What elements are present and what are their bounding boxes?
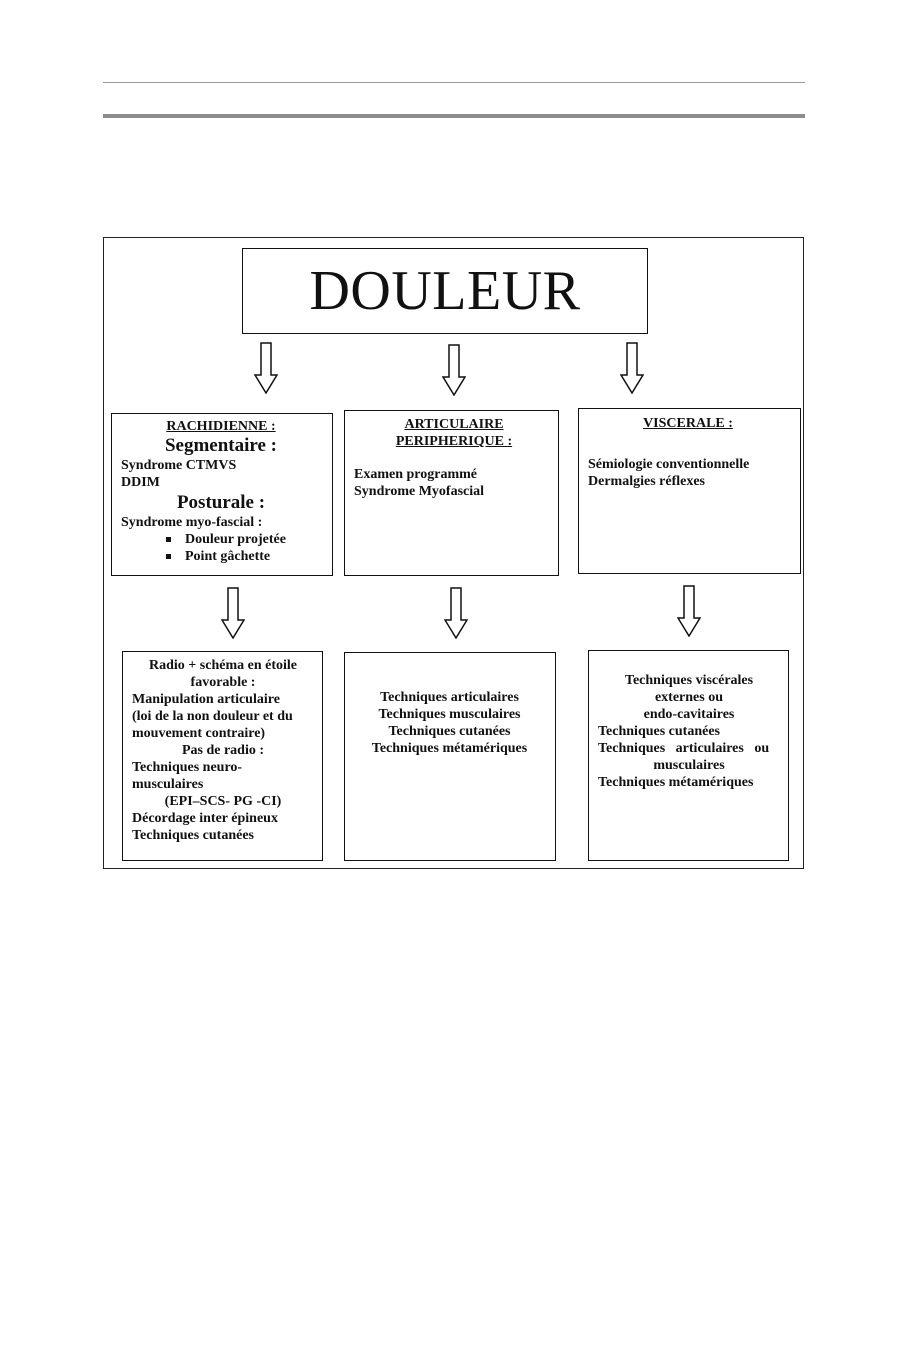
rachidienne-treatment-box bbox=[122, 651, 323, 861]
pain-diagram bbox=[103, 237, 804, 869]
viscerale-treatment-box bbox=[588, 650, 789, 861]
viscerale-box bbox=[578, 408, 801, 574]
radio-heading: favorable : bbox=[190, 675, 256, 690]
articulaire-item: Examen programmé bbox=[354, 467, 477, 482]
treatment-item: Décordage inter épineux bbox=[132, 811, 278, 826]
treatment-item: (loi de la non douleur et du bbox=[132, 709, 293, 724]
viscerale-heading: VISCERALE : bbox=[643, 416, 733, 431]
articulaire-heading: PERIPHERIQUE : bbox=[395, 434, 513, 449]
header-rule-thick bbox=[103, 114, 805, 118]
arrow-down-icon bbox=[442, 344, 466, 396]
segmentaire-heading: Segmentaire : bbox=[164, 435, 278, 456]
articulaire-heading: ARTICULAIRE bbox=[404, 417, 504, 432]
bullet-item: Douleur projetée bbox=[121, 531, 332, 548]
arrow-down-icon bbox=[444, 587, 468, 639]
bullet-item: Point gâchette bbox=[121, 548, 332, 565]
rachidienne-box bbox=[111, 413, 333, 576]
treatment-item: Techniques métamériques bbox=[371, 741, 528, 756]
articulaire-treatment-box bbox=[344, 652, 556, 861]
treatment-item: Techniques musculaires bbox=[378, 707, 521, 722]
viscerale-item: Sémiologie conventionnelle bbox=[588, 457, 750, 472]
treatment-item: externes ou bbox=[654, 690, 724, 705]
treatment-item: Techniques cutanées bbox=[388, 724, 511, 739]
treatment-item: Techniques viscérales bbox=[624, 673, 754, 688]
segmentaire-item: Syndrome CTMVS bbox=[121, 458, 237, 473]
treatment-item: musculaires bbox=[653, 758, 725, 773]
treatment-item: Techniques articulaires bbox=[380, 690, 519, 705]
posturale-heading: Posturale : bbox=[176, 492, 266, 513]
treatment-item: Techniques articulaires ou bbox=[598, 741, 770, 756]
title-box bbox=[242, 248, 648, 334]
treatment-item: Techniques cutanées bbox=[132, 828, 255, 843]
treatment-item: endo-cavitaires bbox=[643, 707, 735, 722]
arrow-down-icon bbox=[221, 587, 245, 639]
arrow-down-icon bbox=[620, 342, 644, 394]
segmentaire-item: DDIM bbox=[121, 475, 160, 490]
treatment-item: Manipulation articulaire bbox=[132, 692, 280, 707]
viscerale-item: Dermalgies réflexes bbox=[588, 474, 705, 489]
posturale-intro: Syndrome myo-fascial : bbox=[121, 515, 263, 530]
bullet-square-icon bbox=[166, 537, 171, 542]
no-radio-heading: Pas de radio : bbox=[181, 743, 265, 758]
treatment-item: musculaires bbox=[132, 777, 204, 792]
diagram-title: DOULEUR bbox=[309, 260, 581, 322]
arrow-down-icon bbox=[254, 342, 278, 394]
radio-heading: Radio + schéma en étoile bbox=[149, 658, 297, 673]
treatment-item: Techniques cutanées bbox=[598, 724, 721, 739]
treatment-item: mouvement contraire) bbox=[132, 726, 266, 741]
treatment-item: (EPI–SCS- PG -CI) bbox=[164, 794, 282, 809]
arrow-down-icon bbox=[677, 585, 701, 637]
treatment-item: Techniques métamériques bbox=[598, 775, 754, 790]
treatment-item: Techniques neuro- bbox=[132, 760, 243, 775]
header-rule-thin bbox=[103, 82, 805, 83]
articulaire-box bbox=[344, 410, 559, 576]
bullet-square-icon bbox=[166, 554, 171, 559]
rachidienne-heading: RACHIDIENNE : bbox=[166, 419, 276, 434]
articulaire-item: Syndrome Myofascial bbox=[354, 484, 485, 499]
